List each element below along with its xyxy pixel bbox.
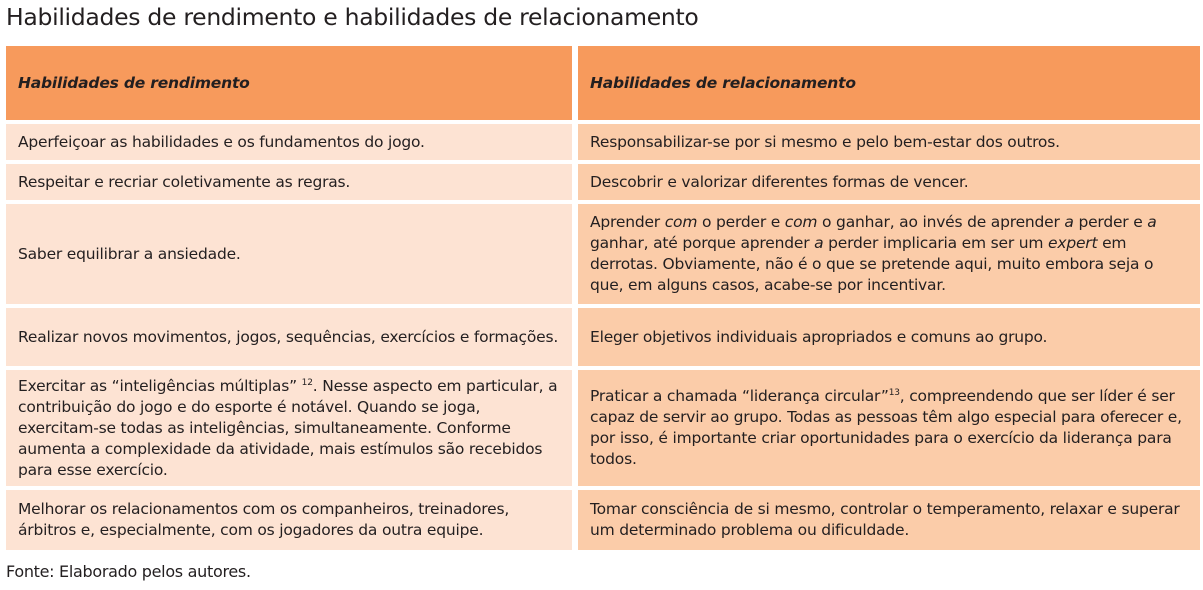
cell-text: Eleger objetivos individuais apropriados e comuns ao grupo. — [590, 327, 1048, 346]
table-row-5-relacionamento — [578, 370, 1200, 486]
source-note: Fonte: Elaborado pelos autores. — [6, 562, 251, 581]
footnote-marker: 12 — [301, 377, 313, 388]
cell-text: Melhorar os relacionamentos com os companheiros, treinadores, árbitros e, especialmente, com os jogadores da outra equipe. — [18, 500, 510, 539]
table-row-3-relacionamento — [578, 204, 1200, 304]
column-header-rendimento — [6, 46, 572, 120]
cell-text: Respeitar e recriar coletivamente as regras. — [18, 172, 351, 191]
column-header-relacionamento-label: Habilidades de relacionamento — [590, 73, 856, 92]
cell-text: Tomar consciência de si mesmo, controlar o temperamento, relaxar e superar um determinado problema ou dificuldade. — [590, 500, 1180, 539]
cell-text: Descobrir e valorizar diferentes formas de vencer. — [590, 172, 969, 191]
column-header-rendimento-label: Habilidades de rendimento — [18, 73, 250, 92]
table-row-1-relacionamento — [578, 124, 1200, 160]
cell-text: Realizar novos movimentos, jogos, sequências, exercícios e formações. — [18, 327, 559, 346]
cell-text: Saber equilibrar a ansiedade. — [18, 244, 241, 263]
cell-text: Aprender com o perder e com o ganhar, ao invés de aprender a perder e a ganhar, até porque aprender a perder implicaria em ser um expert em derrotas. Obviamente, não é o que se pretende aqui, muito embora seja o que, em alguns casos, acabe-se por incentivar. — [590, 213, 1157, 294]
footnote-marker: 13 — [888, 388, 900, 398]
table-row-6-rendimento — [6, 490, 572, 550]
cell-text: Responsabilizar-se por si mesmo e pelo bem-estar dos outros. — [590, 132, 1060, 151]
skills-table — [6, 46, 1200, 550]
cell-text: Aperfeiçoar as habilidades e os fundamentos do jogo. — [18, 132, 425, 151]
table-row-4-relacionamento — [578, 308, 1200, 366]
table-row-4-rendimento — [6, 308, 572, 366]
table-title: Habilidades de rendimento e habilidades de relacionamento — [6, 3, 699, 31]
table-row-2-relacionamento — [578, 164, 1200, 200]
cell-text: Praticar a chamada “liderança circular”$^{13}$, compreendendo que ser líder é ser capaz de servir ao grupo. Todas as pessoas têm algo especial para oferecer e, por isso, é importante criar oportunidades para o exercício da liderança para todos. — [590, 387, 1182, 468]
table-row-2-rendimento — [6, 164, 572, 200]
table-row-5-rendimento — [6, 370, 572, 486]
table-row-1-rendimento — [6, 124, 572, 160]
column-header-relacionamento — [578, 46, 1200, 120]
cell-text: Exercitar as “inteligências múltiplas” $^{12}$. Nesse aspecto em particular, a contribuição do jogo e do esporte é notável. Quando se joga, exercitam-se todas as inteligências, simultaneamente. Conforme aumenta a complexidade da atividade, mais estímulos são recebidos para esse exercício. — [18, 376, 558, 479]
table-row-3-rendimento — [6, 204, 572, 304]
table-row-6-relacionamento — [578, 490, 1200, 550]
